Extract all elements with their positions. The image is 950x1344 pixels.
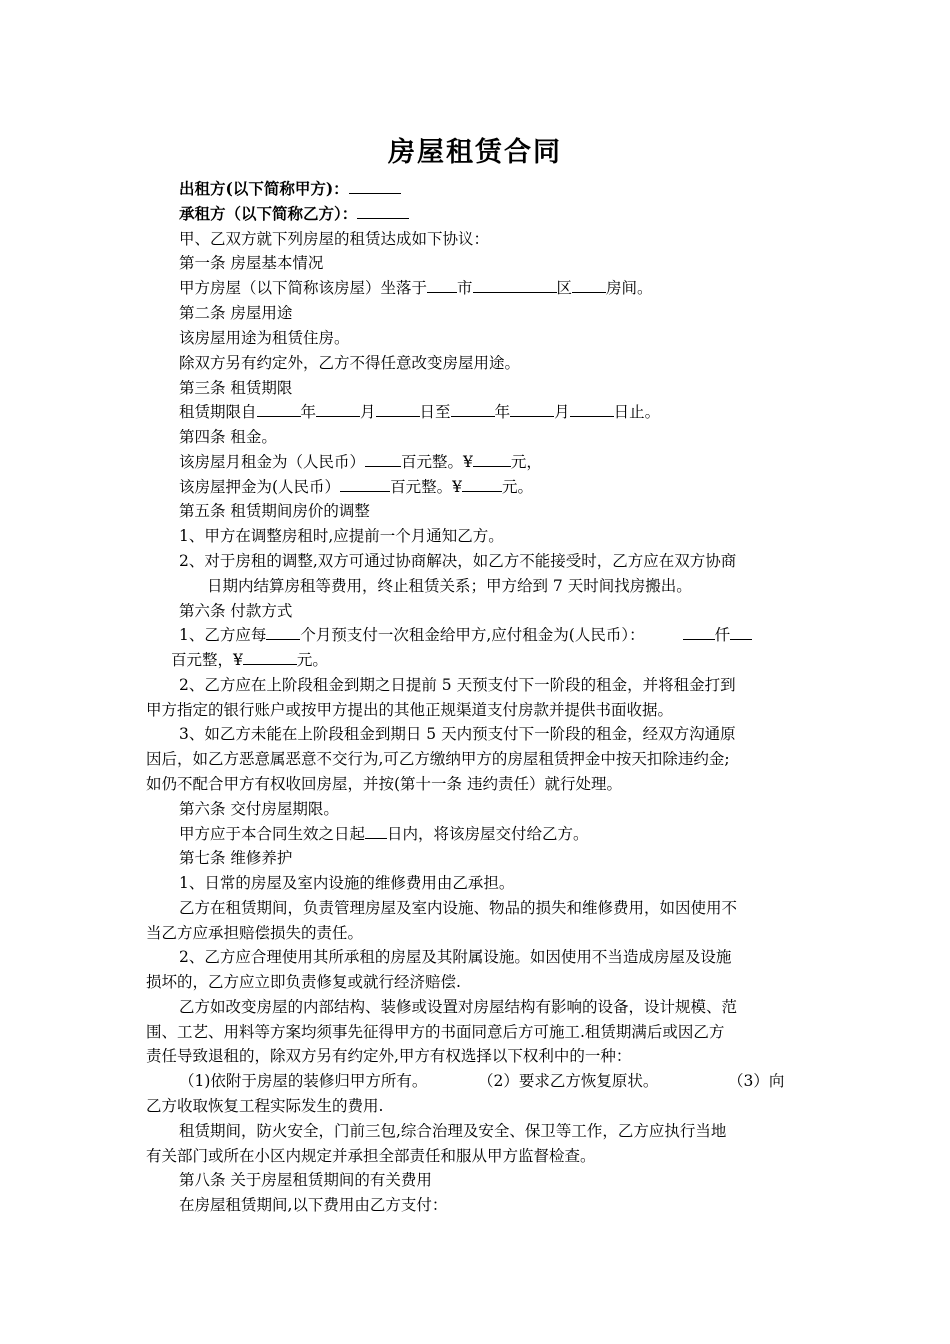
lessor-line	[179, 178, 401, 200]
article-3-heading: 第三条 租赁期限	[179, 379, 293, 397]
article-1-heading: 第一条 房屋基本情况	[179, 254, 324, 272]
article-8-p1: 在房屋租赁期间,以下费用由乙方支付：	[179, 1196, 448, 1214]
article-7-option-1: （1)依附于房屋的装修归甲方所有。	[179, 1072, 428, 1090]
article-6-heading: 第六条 付款方式	[179, 602, 293, 620]
article-7-option-2: （2）要求乙方恢复原状。	[478, 1072, 659, 1090]
article-3-term: 租赁期限自 年 月 日至 年 月 日止。	[179, 403, 661, 421]
article-7-option-3: （3）向	[728, 1072, 785, 1090]
article-6b-p1: 甲方应于本合同生效之日起 日内，将该房屋交付给乙方。	[179, 825, 589, 843]
document-title: 房屋租赁合同	[388, 137, 562, 168]
article-7-p2c: 责任导致退租的，除双方另有约定外,甲方有权选择以下权利中的一种：	[146, 1047, 632, 1065]
article-2-p1: 该房屋用途为租赁住房。	[179, 329, 350, 347]
article-4-deposit: 该房屋押金为(人民币） 百元整。¥ 元。	[179, 478, 533, 496]
lessee-blank	[357, 203, 409, 219]
article-4-heading: 第四条 租金。	[179, 428, 277, 446]
article-7-p2a: 乙方如改变房屋的内部结构、装修或设置对房屋结构有影响的设备，设计规模、范	[179, 998, 738, 1016]
article-7-item-2b: 损坏的，乙方应立即负责修复或就行经济赔偿.	[146, 973, 461, 991]
article-6-item-1: 1、乙方应每 个月预支付一次租金给甲方,应付租金为(人民币）： 仟	[179, 624, 752, 646]
article-7-heading: 第七条 维修养护	[179, 849, 293, 867]
article-5-item-2b: 日期内结算房租等费用，终止租赁关系；甲方给到 7 天时间找房搬出。	[207, 577, 692, 595]
article-6-item-3b: 因后，如乙方恶意属恶意不交行为,可乙方缴纳甲方的房屋租赁押金中按天扣除违约金;	[146, 750, 730, 768]
article-6-item-2a: 2、乙方应在上阶段租金到期之日提前 5 天预支付下一阶段的租金，并将租金打到	[179, 676, 736, 694]
article-6-item-3c: 如仍不配合甲方有权收回房屋，并按(第十一条 违约责任）就行处理。	[146, 775, 622, 793]
article-7-p3b: 有关部门或所在小区内规定并承担全部责任和服从甲方监督检查。	[146, 1147, 596, 1165]
article-7-p3a: 租赁期间，防火安全，门前三包,综合治理及安全、保卫等工作，乙方应执行当地	[179, 1122, 727, 1140]
lessor-blank	[349, 178, 401, 194]
lessee-label: 承租方（以下简称乙方）：	[179, 204, 358, 223]
article-5-item-2a: 2、对于房租的调整,双方可通过协商解决，如乙方不能接受时，乙方应在双方协商	[179, 552, 737, 570]
article-6b-heading: 第六条 交付房屋期限。	[179, 800, 339, 818]
article-1-location: 甲方房屋（以下简称该房屋）坐落于 市 区 房间。	[179, 279, 653, 297]
article-5-heading: 第五条 租赁期间房价的调整	[179, 502, 370, 520]
article-4-rent: 该房屋月租金为（人民币） 百元整。¥ 元，	[179, 453, 542, 471]
article-2-heading: 第二条 房屋用途	[179, 304, 293, 322]
article-5-item-1: 1、甲方在调整房租时,应提前一个月通知乙方。	[179, 527, 504, 545]
article-8-heading: 第八条 关于房屋租赁期间的有关费用	[179, 1171, 432, 1189]
article-6-item-1b: 百元整，¥ 元。	[171, 651, 328, 669]
article-7-p1a: 乙方在租赁期间，负责管理房屋及室内设施、物品的损失和维修费用，如因使用不	[179, 899, 738, 917]
article-6-item-2b: 甲方指定的银行账户或按甲方提出的其他正规渠道支付房款并提供书面收据。	[146, 701, 674, 719]
article-2-p2: 除双方另有约定外，乙方不得任意改变房屋用途。	[179, 354, 521, 372]
article-7-p1b: 当乙方应承担赔偿损失的责任。	[146, 924, 364, 942]
article-6-item-3a: 3、如乙方未能在上阶段租金到期日 5 天内预支付下一阶段的租金，经双方沟通原	[179, 725, 736, 743]
article-7-option-3b: 乙方收取恢复工程实际发生的费用.	[146, 1097, 384, 1115]
intro-text: 甲、乙双方就下列房屋的租赁达成如下协议：	[179, 230, 490, 248]
lessee-line	[179, 203, 409, 225]
lessor-label: 出租方(以下简称甲方)：	[179, 179, 349, 198]
article-7-item-1: 1、日常的房屋及室内设施的维修费用由乙承担。	[179, 874, 515, 892]
article-7-p2b: 围、工艺、用料等方案均须事先征得甲方的书面同意后方可施工.租赁期满后或因乙方	[146, 1023, 725, 1041]
article-7-item-2a: 2、乙方应合理使用其所承租的房屋及其附属设施。如因使用不当造成房屋及设施	[179, 948, 732, 966]
